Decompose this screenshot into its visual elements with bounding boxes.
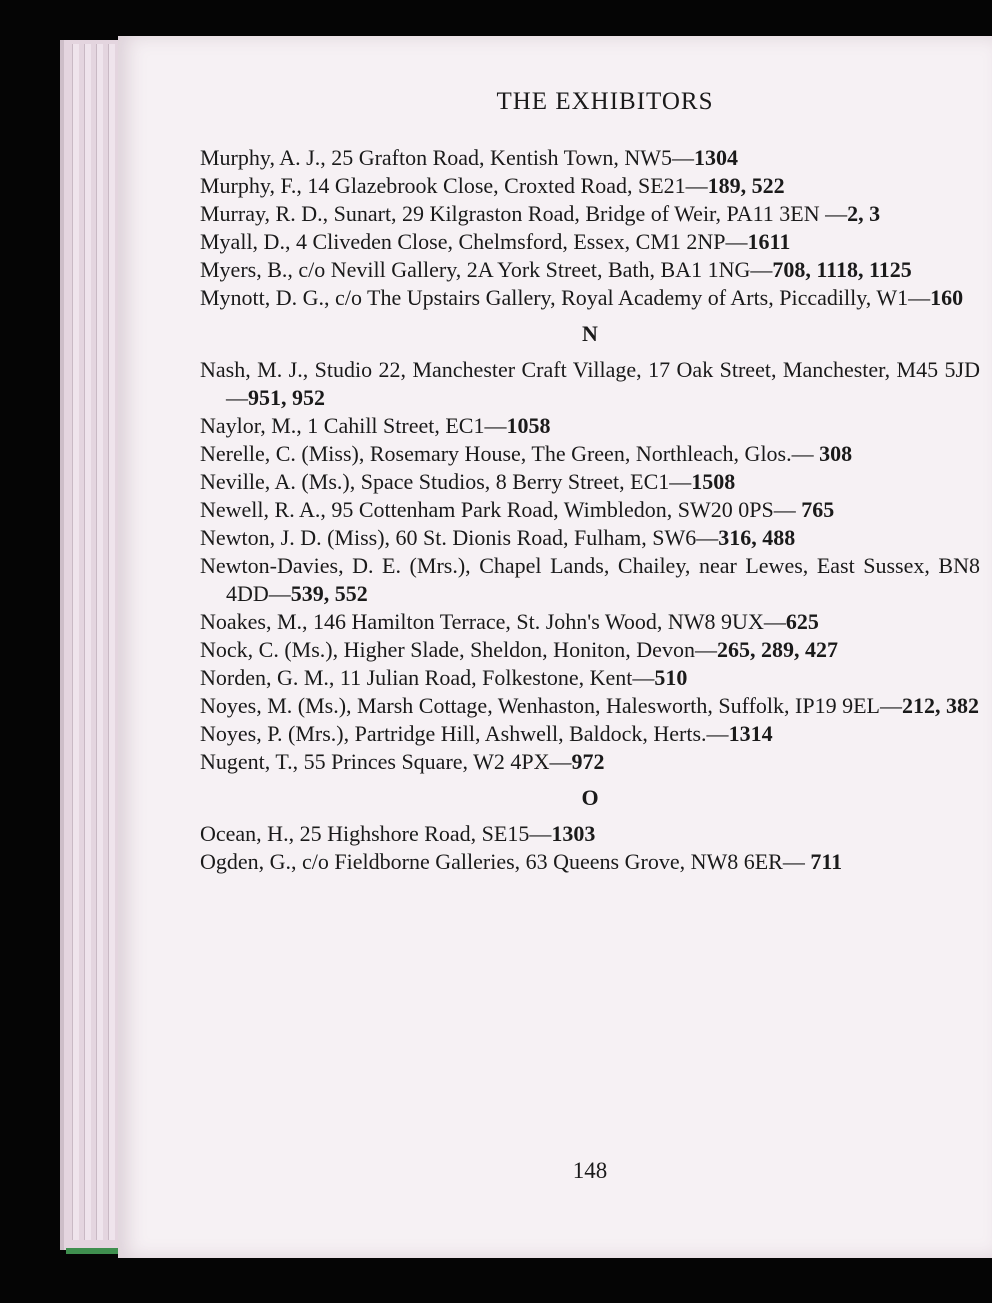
exhibitor-entry: Murphy, A. J., 25 Grafton Road, Kentish Town, NW5—1304: [200, 145, 739, 170]
exhibitor-entry: Noyes, M. (Ms.), Marsh Cottage, Wenhaston, Halesworth, Suffolk, IP19 9EL—212, 382: [200, 693, 979, 718]
exhibitor-entry: Norden, G. M., 11 Julian Road, Folkestone, Kent—510: [200, 665, 688, 690]
section-o: [200, 820, 980, 876]
page-edge: [96, 44, 103, 1240]
exhibit-numbers: 1508: [691, 469, 736, 494]
exhibitor-entry: Noyes, P. (Mrs.), Partridge Hill, Ashwell, Baldock, Herts.—1314: [200, 721, 773, 746]
section-heading-n: N: [582, 321, 598, 346]
section-heading-o: O: [581, 785, 599, 810]
exhibit-numbers: 765: [801, 497, 835, 522]
exhibitor-entry: Newton, J. D. (Miss), 60 St. Dionis Road, Fulham, SW6—316, 488: [200, 525, 796, 550]
exhibitor-entry: Neville, A. (Ms.), Space Studios, 8 Berry Street, EC1—1508: [200, 469, 736, 494]
exhibitor-entry: Naylor, M., 1 Cahill Street, EC1—1058: [200, 413, 551, 438]
exhibitor-entry: Myers, B., c/o Nevill Gallery, 2A York Street, Bath, BA1 1NG—708, 1118, 1125: [200, 257, 912, 282]
section-m: [200, 144, 980, 312]
exhibit-numbers: 510: [654, 665, 688, 690]
exhibit-numbers: 708, 1118, 1125: [772, 257, 912, 282]
exhibitor-entry: Nock, C. (Ms.), Higher Slade, Sheldon, Honiton, Devon—265, 289, 427: [200, 637, 838, 662]
exhibit-numbers: 972: [571, 749, 605, 774]
exhibitor-entry: Mynott, D. G., c/o The Upstairs Gallery, Royal Academy of Arts, Piccadilly, W1—160: [200, 285, 964, 310]
exhibit-numbers: 316, 488: [718, 525, 796, 550]
page-header: THE EXHIBITORS: [496, 88, 714, 115]
exhibit-numbers: 1611: [747, 229, 791, 254]
exhibitor-entry: Myall, D., 4 Cliveden Close, Chelmsford, Essex, CM1 2NP—1611: [200, 229, 791, 254]
exhibit-numbers: 625: [785, 609, 819, 634]
exhibitor-entry: Ogden, G., c/o Fieldborne Galleries, 63 Queens Grove, NW8 6ER— 711: [200, 849, 843, 874]
exhibit-numbers: 539, 552: [290, 581, 368, 606]
exhibitor-entry: Murray, R. D., Sunart, 29 Kilgraston Road, Bridge of Weir, PA11 3EN —2, 3: [200, 201, 881, 226]
exhibitor-entry: Nerelle, C. (Miss), Rosemary House, The Green, Northleach, Glos.— 308: [200, 441, 853, 466]
exhibit-numbers: 189, 522: [707, 173, 785, 198]
page-number: 148: [572, 1158, 608, 1183]
exhibitor-entry: Newell, R. A., 95 Cottenham Park Road, Wimbledon, SW20 0PS— 765: [200, 497, 835, 522]
page-edge: [84, 44, 91, 1240]
exhibit-numbers: 1303: [551, 821, 596, 846]
exhibit-numbers: 265, 289, 427: [716, 637, 838, 662]
exhibitor-entry: Noakes, M., 146 Hamilton Terrace, St. John's Wood, NW8 9UX—625: [200, 609, 819, 634]
exhibitor-entry: Nash, M. J., Studio 22, Manchester Craft Village, 17 Oak Street, Manchester, M45 5JD—951, 952: [200, 357, 980, 410]
page-edge: [108, 44, 115, 1240]
exhibit-numbers: 212, 382: [901, 693, 979, 718]
exhibit-numbers: 160: [930, 285, 964, 310]
exhibit-numbers: 308: [819, 441, 853, 466]
exhibitor-entry: Newton-Davies, D. E. (Mrs.), Chapel Lands, Chailey, near Lewes, East Sussex, BN8 4DD—539, 552: [200, 553, 980, 606]
exhibit-numbers: 1058: [506, 413, 551, 438]
exhibit-numbers: 2, 3: [847, 201, 881, 226]
exhibitor-entry: Nugent, T., 55 Princes Square, W2 4PX—972: [200, 749, 605, 774]
section-n: [200, 356, 980, 776]
exhibit-numbers: 1304: [694, 145, 739, 170]
exhibitor-entry: Ocean, H., 25 Highshore Road, SE15—1303: [200, 821, 596, 846]
page-content: [200, 88, 980, 876]
exhibit-numbers: 951, 952: [248, 385, 325, 410]
exhibit-numbers: 1314: [728, 721, 773, 746]
page-edge: [72, 44, 79, 1240]
exhibit-numbers: 711: [810, 849, 843, 874]
exhibitor-entry: Murphy, F., 14 Glazebrook Close, Croxted Road, SE21—189, 522: [200, 173, 785, 198]
